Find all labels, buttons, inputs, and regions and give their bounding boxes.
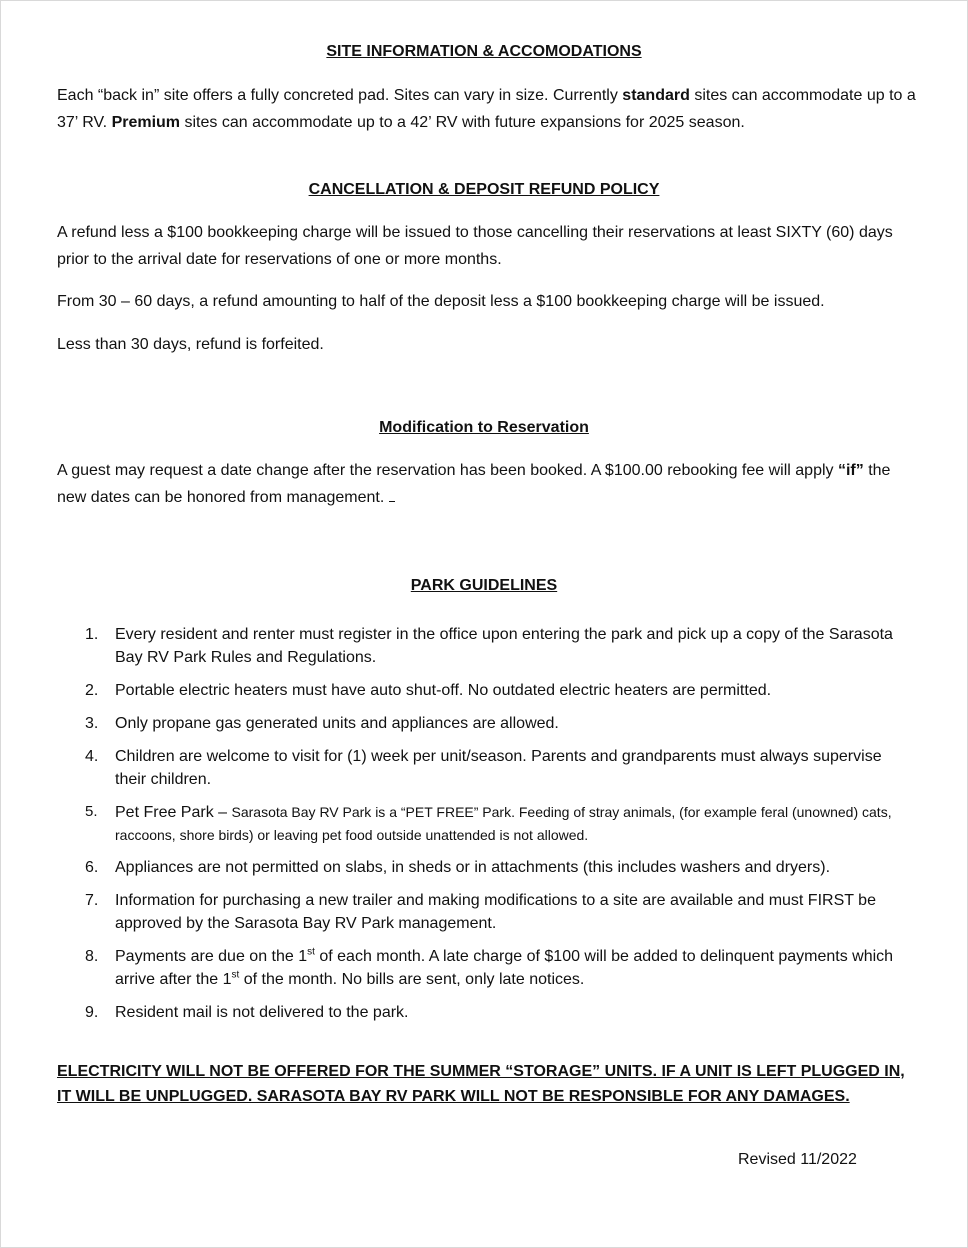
list-text: Children are welcome to visit for (1) week per unit/season. Parents and grandparents must always supervise their children. <box>115 748 882 788</box>
list-text: of each month. A late charge of $100 will be added to delinquent payments which arrive after the 1 <box>115 948 894 988</box>
guidelines-list <box>85 623 915 1034</box>
list-text: Appliances are not permitted on slabs, in sheds or in attachments (this includes washers and dryers). <box>115 859 831 876</box>
text-cursor <box>389 487 395 502</box>
ordinal-suffix: st <box>307 946 315 958</box>
list-text: Payments are due on the 1 <box>115 948 308 965</box>
site-info-text-2: sites can accommodate up to a 37’ RV. <box>57 87 916 131</box>
guidelines-heading: PARK GUIDELINES <box>410 577 558 594</box>
list-text: Every resident and renter must register in the office upon entering the park and pick up a copy of the Sarasota Bay RV Park Rules and Regulations. <box>115 626 893 666</box>
modification-text-2: the new dates can be honored from management. <box>57 462 891 506</box>
list-text: of the month. No bills are sent, only late notices. <box>239 971 585 988</box>
list-item <box>85 679 915 702</box>
list-item <box>85 856 915 879</box>
if-label: “if” <box>837 462 864 479</box>
electricity-warning: ELECTRICITY WILL NOT BE OFFERED FOR THE SUMMER “STORAGE” UNITS. IF A UNIT IS LEFT PLUGGED IN, IT WILL BE UNPLUGGED. SARASOTA BAY RV PARK WILL NOT BE RESPONSIBLE FOR ANY DAMAGES. <box>57 1063 905 1105</box>
cancellation-paragraph-3: Less than 30 days, refund is forfeited. <box>57 336 324 353</box>
modification-heading: Modification to Reservation <box>379 419 589 436</box>
cancellation-paragraph-1: A refund less a $100 bookkeeping charge will be issued to those cancelling their reservations at least SIXTY (60) days prior to the arrival date for reservations of one or more months. <box>57 224 893 268</box>
list-number: 3. <box>85 715 99 732</box>
site-info-text-1: Each “back in” site offers a fully concreted pad. Sites can vary in size. Currently <box>57 87 623 104</box>
ordinal-suffix: st <box>231 969 240 981</box>
list-item <box>85 889 915 935</box>
list-text: Sarasota Bay RV Park is a “PET FREE” Park. Feeding of stray animals, (for example feral (unowned) cats, raccoons, shore birds) or leaving pet food outside unattended is not allowed. <box>115 804 892 843</box>
list-item <box>85 712 915 735</box>
list-item <box>85 945 915 991</box>
list-number: 6. <box>85 859 99 876</box>
list-number: 7. <box>85 892 99 909</box>
list-number: 1. <box>85 626 99 643</box>
list-item <box>85 745 915 791</box>
list-text: Portable electric heaters must have auto shut-off. No outdated electric heaters are permitted. <box>115 682 772 699</box>
site-info-text-3: sites can accommodate up to a 42’ RV with future expansions for 2025 season. <box>180 114 745 131</box>
list-number: 5. <box>85 803 98 820</box>
list-item <box>85 623 915 669</box>
revision-date: Revised 11/2022 <box>738 1151 857 1168</box>
modification-paragraph <box>57 457 919 511</box>
pet-free-lead: Pet Free Park – <box>115 804 232 821</box>
standard-label: standard <box>622 87 690 104</box>
site-info-heading: SITE INFORMATION & ACCOMODATIONS <box>326 43 642 60</box>
list-item <box>85 1001 915 1024</box>
cancellation-heading: CANCELLATION & DEPOSIT REFUND POLICY <box>308 181 660 198</box>
list-number: 4. <box>85 748 99 765</box>
list-text: Resident mail is not delivered to the park. <box>115 1004 409 1021</box>
list-number: 2. <box>85 682 99 699</box>
list-number: 9. <box>85 1004 99 1021</box>
premium-label: Premium <box>111 114 181 131</box>
site-info-paragraph <box>57 82 919 136</box>
list-text: Information for purchasing a new trailer and making modifications to a site are available and must FIRST be approved by the Sarasota Bay RV Park management. <box>115 892 876 932</box>
list-text: Only propane gas generated units and appliances are allowed. <box>115 715 559 732</box>
list-item <box>85 801 915 846</box>
cancellation-paragraph-2: From 30 – 60 days, a refund amounting to half of the deposit less a $100 bookkeeping charge will be issued. <box>57 293 825 310</box>
list-number: 8. <box>85 948 99 965</box>
modification-text-1: A guest may request a date change after the reservation has been booked. A $100.00 rebooking fee will apply <box>57 462 838 479</box>
